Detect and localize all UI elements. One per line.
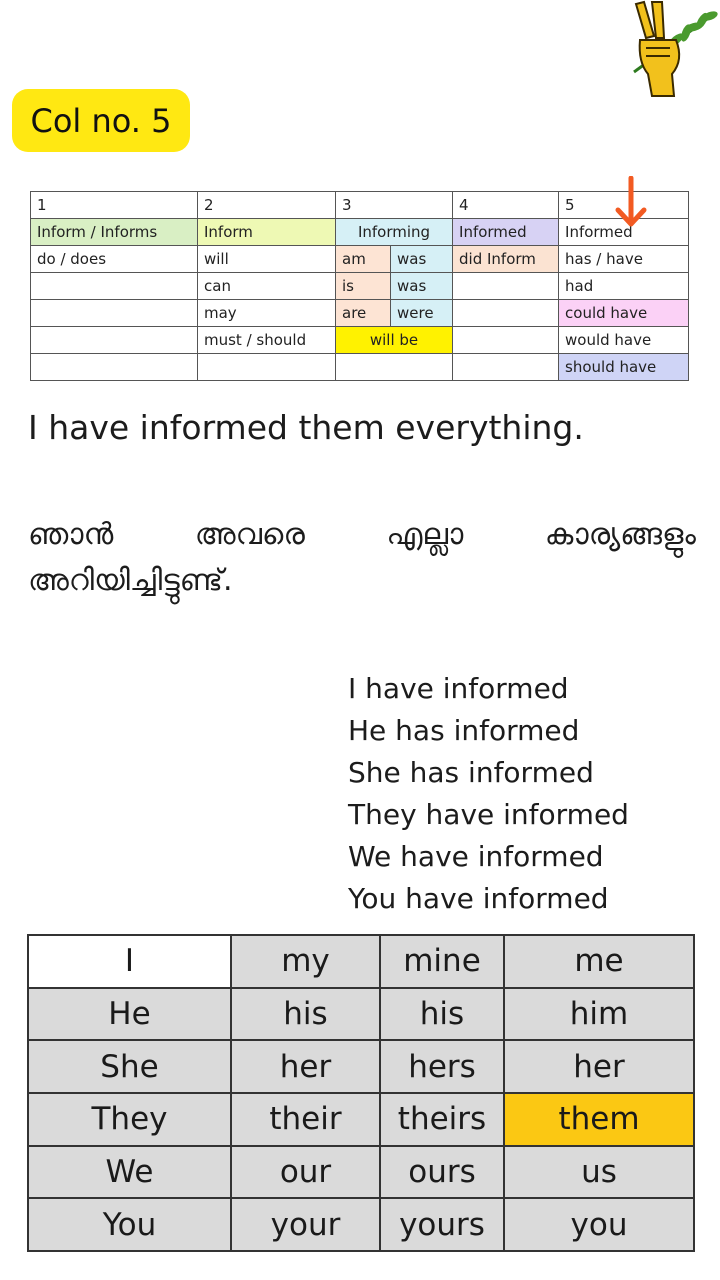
table-cell: ours (380, 1146, 504, 1199)
table-cell: They (28, 1093, 231, 1146)
table-cell: us (504, 1146, 694, 1199)
table-cell (31, 300, 198, 327)
tense-header-row (31, 192, 689, 219)
table-cell: was (391, 273, 453, 300)
tense-row (31, 246, 689, 273)
table-cell: me (504, 935, 694, 988)
table-cell (336, 354, 453, 381)
table-cell: your (231, 1198, 380, 1251)
list-item: We have informed (348, 840, 604, 873)
col-header-2: 2 (198, 192, 336, 219)
table-cell: was (391, 246, 453, 273)
table-cell: my (231, 935, 380, 988)
example-sentence: I have informed them everything. (28, 408, 584, 447)
table-cell: her (231, 1040, 380, 1093)
malayalam-line-1 (28, 512, 696, 558)
table-cell: must / should (198, 327, 336, 354)
table-row (28, 1040, 694, 1093)
table-cell: mine (380, 935, 504, 988)
table-row (28, 1093, 694, 1146)
malayalam-line-2: അറിയിച്ചിട്ടുണ്ട്. (28, 563, 233, 598)
table-cell: You (28, 1198, 231, 1251)
table-row (28, 1146, 694, 1199)
malayalam-word: ഞാൻ (28, 517, 114, 552)
table-cell: yours (380, 1198, 504, 1251)
table-cell: Informed (453, 219, 559, 246)
table-cell (453, 273, 559, 300)
tense-row (31, 354, 689, 381)
table-cell (453, 300, 559, 327)
table-cell: do / does (31, 246, 198, 273)
list-item: He has informed (348, 714, 580, 747)
table-cell: had (559, 273, 689, 300)
tense-row (31, 300, 689, 327)
table-cell (198, 354, 336, 381)
highlighted-cell: them (504, 1093, 694, 1146)
table-cell (31, 273, 198, 300)
malayalam-word: എല്ലാ (386, 517, 464, 552)
table-cell: will be (336, 327, 453, 354)
col-header-5: 5 (559, 192, 689, 219)
table-row (28, 1198, 694, 1251)
table-cell: will (198, 246, 336, 273)
list-item: They have informed (348, 798, 629, 831)
malayalam-word: അവരെ (194, 517, 305, 552)
list-item: She has informed (348, 756, 594, 789)
table-cell: We (28, 1146, 231, 1199)
table-cell: their (231, 1093, 380, 1146)
list-item: I have informed (348, 672, 569, 705)
table-cell: would have (559, 327, 689, 354)
table-cell: did Inform (453, 246, 559, 273)
malayalam-word: കാര്യങ്ങളും (544, 517, 696, 552)
table-cell: She (28, 1040, 231, 1093)
table-cell: am (336, 246, 391, 273)
table-row (28, 988, 694, 1041)
table-cell: his (380, 988, 504, 1041)
table-row (28, 935, 694, 988)
table-cell: He (28, 988, 231, 1041)
table-cell: Informing (336, 219, 453, 246)
table-cell (31, 354, 198, 381)
table-cell: should have (559, 354, 689, 381)
table-cell: him (504, 988, 694, 1041)
table-cell (31, 327, 198, 354)
table-cell: is (336, 273, 391, 300)
col-header-1: 1 (31, 192, 198, 219)
pronoun-table (27, 934, 695, 1252)
table-cell: you (504, 1198, 694, 1251)
down-arrow-icon (614, 176, 648, 230)
column-badge (12, 89, 190, 152)
table-cell: her (504, 1040, 694, 1093)
table-cell: our (231, 1146, 380, 1199)
table-cell (453, 327, 559, 354)
conjugation-list (348, 668, 629, 920)
col-header-4: 4 (453, 192, 559, 219)
table-cell: could have (559, 300, 689, 327)
table-cell-highlight-target: Informed (559, 219, 689, 246)
table-cell: are (336, 300, 391, 327)
malayalam-translation (28, 512, 696, 604)
tense-row (31, 273, 689, 300)
tense-row (31, 219, 689, 246)
tense-table (30, 191, 689, 381)
tense-row (31, 327, 689, 354)
table-cell: may (198, 300, 336, 327)
victory-hand-olive-branch-icon (616, 0, 720, 100)
column-badge-label: Col no. 5 (30, 101, 172, 140)
table-cell (453, 354, 559, 381)
list-item: You have informed (348, 882, 609, 915)
table-cell: can (198, 273, 336, 300)
table-cell: were (391, 300, 453, 327)
table-cell: Inform / Informs (31, 219, 198, 246)
table-cell: theirs (380, 1093, 504, 1146)
col-header-3: 3 (336, 192, 453, 219)
table-cell: has / have (559, 246, 689, 273)
table-cell: his (231, 988, 380, 1041)
table-cell: Inform (198, 219, 336, 246)
table-cell: I (28, 935, 231, 988)
table-cell: hers (380, 1040, 504, 1093)
